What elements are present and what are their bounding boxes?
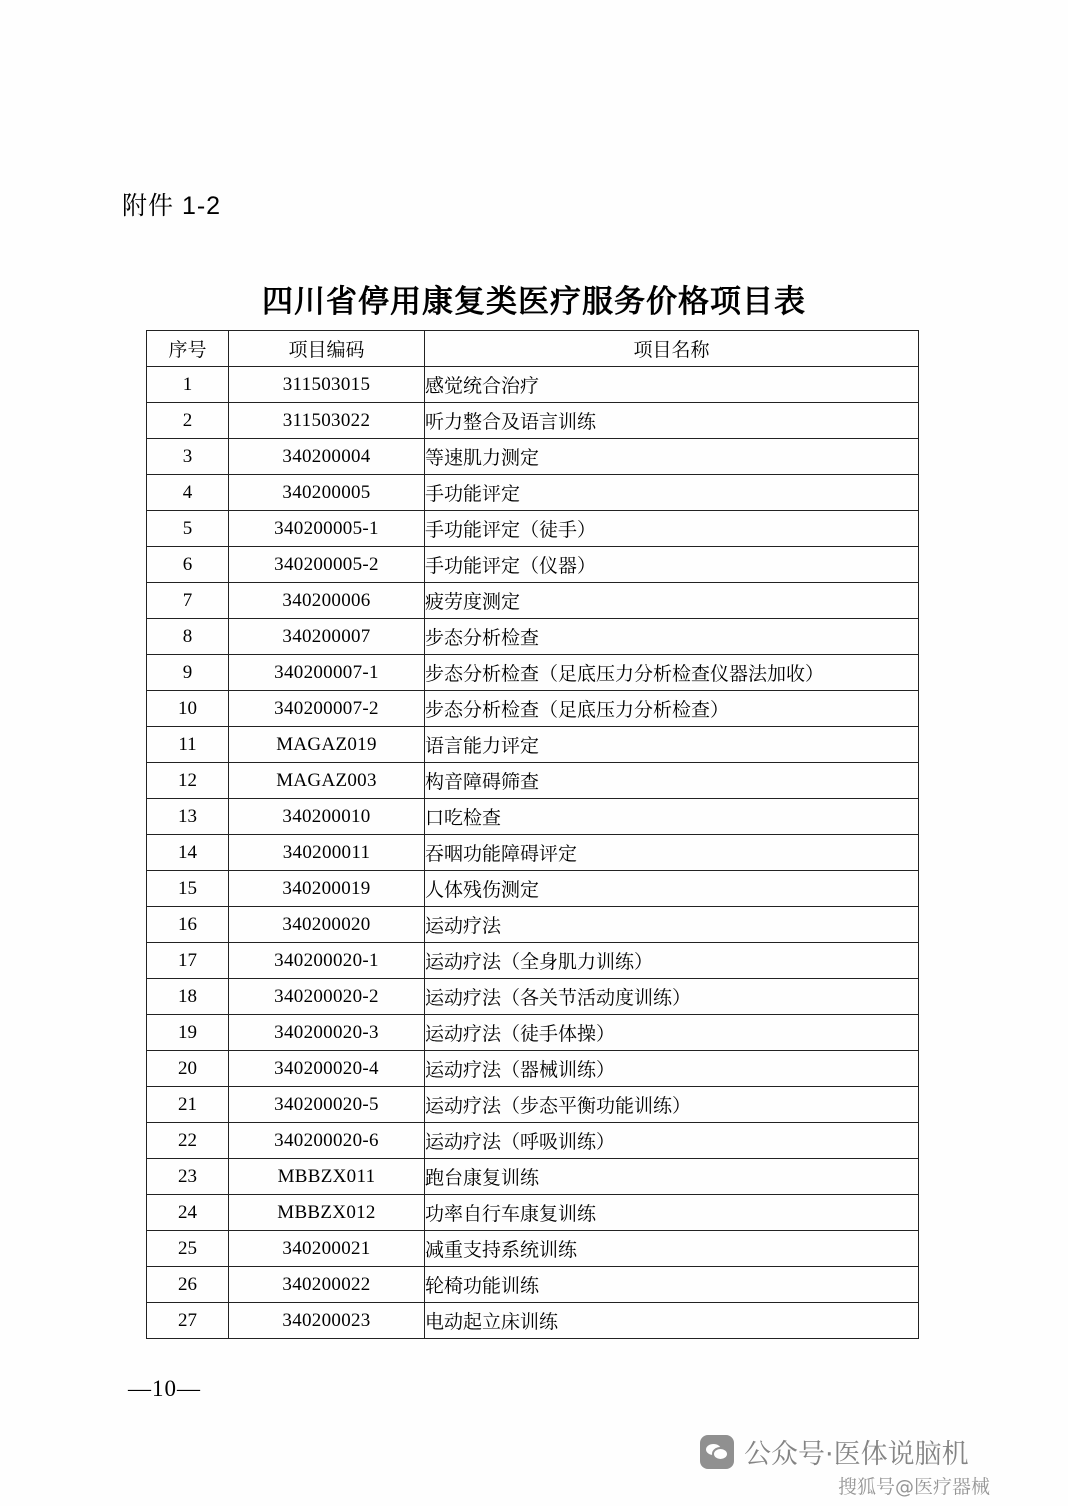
price-table — [146, 330, 919, 1339]
page-number: —10— — [128, 1376, 201, 1401]
cell-name: 运动疗法（呼吸训练） — [425, 1123, 919, 1159]
cell-name: 手功能评定（徒手） — [425, 511, 919, 547]
cell-index: 14 — [147, 835, 229, 871]
cell-code: 340200005-1 — [229, 511, 425, 547]
cell-name: 语言能力评定 — [425, 727, 919, 763]
table-row — [147, 691, 919, 727]
cell-code: MBBZX011 — [229, 1159, 425, 1195]
table-row — [147, 799, 919, 835]
wechat-icon — [700, 1435, 734, 1469]
table-row — [147, 1015, 919, 1051]
cell-index: 8 — [147, 619, 229, 655]
cell-code: 311503015 — [229, 367, 425, 403]
cell-index: 9 — [147, 655, 229, 691]
table-row — [147, 511, 919, 547]
table-row — [147, 1087, 919, 1123]
table-row — [147, 1303, 919, 1339]
table-row — [147, 979, 919, 1015]
table-row — [147, 1123, 919, 1159]
cell-name: 电动起立床训练 — [425, 1303, 919, 1339]
cell-name: 运动疗法（各关节活动度训练） — [425, 979, 919, 1015]
cell-code: MAGAZ019 — [229, 727, 425, 763]
cell-code: 340200007 — [229, 619, 425, 655]
cell-name: 运动疗法（步态平衡功能训练） — [425, 1087, 919, 1123]
cell-name: 功率自行车康复训练 — [425, 1195, 919, 1231]
table-row — [147, 547, 919, 583]
cell-name: 构音障碍筛查 — [425, 763, 919, 799]
cell-index: 4 — [147, 475, 229, 511]
cell-index: 25 — [147, 1231, 229, 1267]
table-row — [147, 871, 919, 907]
watermark — [700, 1432, 969, 1471]
table-row — [147, 1267, 919, 1303]
cell-code: 340200007-1 — [229, 655, 425, 691]
cell-name: 轮椅功能训练 — [425, 1267, 919, 1303]
watermark-text: 公众号·医体说脑机 — [744, 1439, 969, 1470]
cell-name: 步态分析检查 — [425, 619, 919, 655]
cell-name: 疲劳度测定 — [425, 583, 919, 619]
cell-name: 手功能评定（仪器） — [425, 547, 919, 583]
cell-code: 340200020-2 — [229, 979, 425, 1015]
table-row — [147, 583, 919, 619]
cell-index: 7 — [147, 583, 229, 619]
cell-index: 21 — [147, 1087, 229, 1123]
cell-index: 12 — [147, 763, 229, 799]
cell-code: 340200020-6 — [229, 1123, 425, 1159]
table-row — [147, 943, 919, 979]
cell-code: 340200011 — [229, 835, 425, 871]
cell-code: 340200004 — [229, 439, 425, 475]
cell-name: 手功能评定 — [425, 475, 919, 511]
column-header-index: 序号 — [147, 331, 229, 367]
cell-code: 340200022 — [229, 1267, 425, 1303]
table-row — [147, 1051, 919, 1087]
cell-index: 18 — [147, 979, 229, 1015]
cell-code: 340200010 — [229, 799, 425, 835]
cell-index: 17 — [147, 943, 229, 979]
cell-index: 3 — [147, 439, 229, 475]
table-row — [147, 1231, 919, 1267]
cell-index: 5 — [147, 511, 229, 547]
cell-name: 运动疗法 — [425, 907, 919, 943]
cell-index: 10 — [147, 691, 229, 727]
cell-code: 340200006 — [229, 583, 425, 619]
table-row — [147, 1195, 919, 1231]
cell-index: 27 — [147, 1303, 229, 1339]
cell-code: 340200020-5 — [229, 1087, 425, 1123]
cell-name: 运动疗法（器械训练） — [425, 1051, 919, 1087]
cell-code: 340200005 — [229, 475, 425, 511]
cell-code: 340200020-3 — [229, 1015, 425, 1051]
cell-index: 1 — [147, 367, 229, 403]
cell-index: 11 — [147, 727, 229, 763]
cell-code: 340200023 — [229, 1303, 425, 1339]
table-header-row — [147, 331, 919, 367]
cell-index: 24 — [147, 1195, 229, 1231]
cell-index: 19 — [147, 1015, 229, 1051]
cell-name: 人体残伤测定 — [425, 871, 919, 907]
table-row — [147, 439, 919, 475]
table-row — [147, 835, 919, 871]
cell-name: 减重支持系统训练 — [425, 1231, 919, 1267]
cell-index: 13 — [147, 799, 229, 835]
watermark-subtext: 搜狐号@医疗器械 — [838, 1476, 991, 1498]
cell-code: 340200021 — [229, 1231, 425, 1267]
cell-code: 340200020-4 — [229, 1051, 425, 1087]
cell-index: 26 — [147, 1267, 229, 1303]
attachment-label: 附件 1-2 — [122, 192, 222, 220]
table-row — [147, 403, 919, 439]
column-header-code: 项目编码 — [229, 331, 425, 367]
cell-name: 等速肌力测定 — [425, 439, 919, 475]
table-row — [147, 1159, 919, 1195]
cell-code: 340200020 — [229, 907, 425, 943]
cell-name: 口吃检查 — [425, 799, 919, 835]
table-row — [147, 907, 919, 943]
cell-code: 340200019 — [229, 871, 425, 907]
table-row — [147, 655, 919, 691]
cell-name: 步态分析检查（足底压力分析检查仪器法加收） — [425, 655, 919, 691]
cell-index: 2 — [147, 403, 229, 439]
page-title: 四川省停用康复类医疗服务价格项目表 — [262, 284, 806, 320]
cell-code: MBBZX012 — [229, 1195, 425, 1231]
cell-index: 16 — [147, 907, 229, 943]
column-header-name: 项目名称 — [425, 331, 919, 367]
cell-code: 340200020-1 — [229, 943, 425, 979]
cell-name: 步态分析检查（足底压力分析检查） — [425, 691, 919, 727]
cell-code: 311503022 — [229, 403, 425, 439]
cell-name: 吞咽功能障碍评定 — [425, 835, 919, 871]
table-row — [147, 727, 919, 763]
table-row — [147, 475, 919, 511]
cell-name: 运动疗法（全身肌力训练） — [425, 943, 919, 979]
table-row — [147, 367, 919, 403]
cell-code: 340200005-2 — [229, 547, 425, 583]
cell-index: 15 — [147, 871, 229, 907]
cell-index: 20 — [147, 1051, 229, 1087]
cell-name: 跑台康复训练 — [425, 1159, 919, 1195]
table-row — [147, 619, 919, 655]
cell-index: 6 — [147, 547, 229, 583]
cell-index: 22 — [147, 1123, 229, 1159]
cell-name: 感觉统合治疗 — [425, 367, 919, 403]
cell-name: 运动疗法（徒手体操） — [425, 1015, 919, 1051]
cell-index: 23 — [147, 1159, 229, 1195]
cell-code: 340200007-2 — [229, 691, 425, 727]
cell-code: MAGAZ003 — [229, 763, 425, 799]
table-row — [147, 763, 919, 799]
cell-name: 听力整合及语言训练 — [425, 403, 919, 439]
